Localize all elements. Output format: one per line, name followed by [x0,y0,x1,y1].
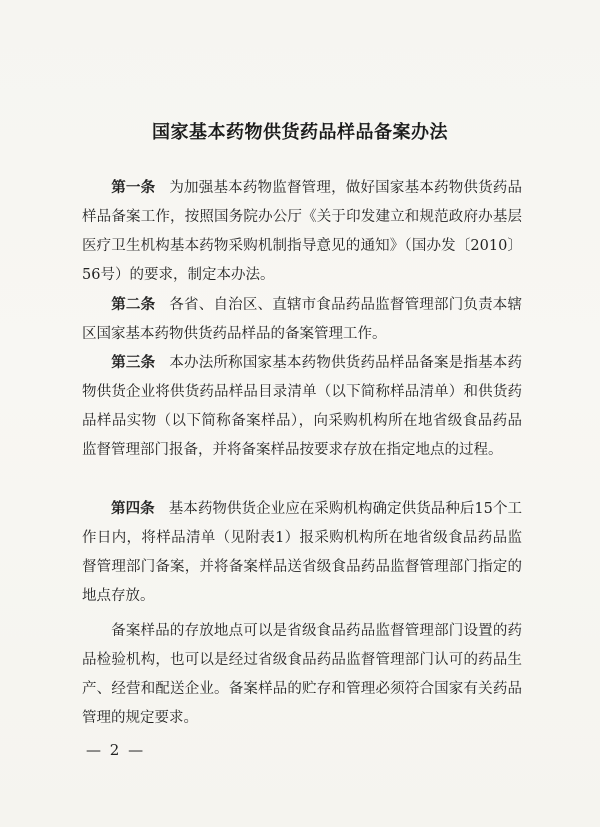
continuation-text: 备案样品的存放地点可以是省级食品药品监督管理部门设置的药品检验机构，也可以是经过省级食品药品监督管理部门认可的药品生产、经营和配送企业。备案样品的贮存和管理必须符合国家有关药品管理的规定要求。 [82,623,522,726]
article-3-label: 第三条 [111,354,156,371]
article-1 [82,173,522,290]
document-title: 国家基本药物供货药品样品备案办法 [152,122,448,143]
page-number: — 2 — [86,741,146,759]
article-4-continuation [82,617,522,733]
article-2-text: 各省、自治区、直辖市食品药品监督管理部门负责本辖区国家基本药物供货药品样品的备案管理工作。 [82,297,523,342]
article-3-text: 本办法所称国家基本药物供货药品样品备案是指基本药物供货企业将供货药品样品目录清单（以下简称样品清单）和供货药品样品实物（以下简称备案样品），向采购机构所在地省级食品药品监督管理部门报备，并将备案样品按要求存放在指定地点的过程。 [82,355,523,458]
article-4-label: 第四条 [111,500,155,517]
article-3 [82,348,522,465]
article-1-label: 第一条 [111,179,156,196]
article-4-text: 基本药物供货企业应在采购机构确定供货品种后15个工作日内，将样品清单（见附表1）报采购机构所在地省级食品药品监督管理部门备案，并将备案样品送省级食品药品监督管理部门指定的地点存放。 [82,501,523,604]
article-2 [82,290,522,349]
article-1-text: 为加强基本药物监督管理，做好国家基本药物供货药品样品备案工作，按照国务院办公厅《关于印发建立和规范政府办基层医疗卫生机构基本药物采购机制指导意见的通知》（国办发〔2010〕56号）的要求，制定本办法。 [82,180,523,283]
article-4 [82,494,522,611]
article-2-label: 第二条 [111,296,156,313]
